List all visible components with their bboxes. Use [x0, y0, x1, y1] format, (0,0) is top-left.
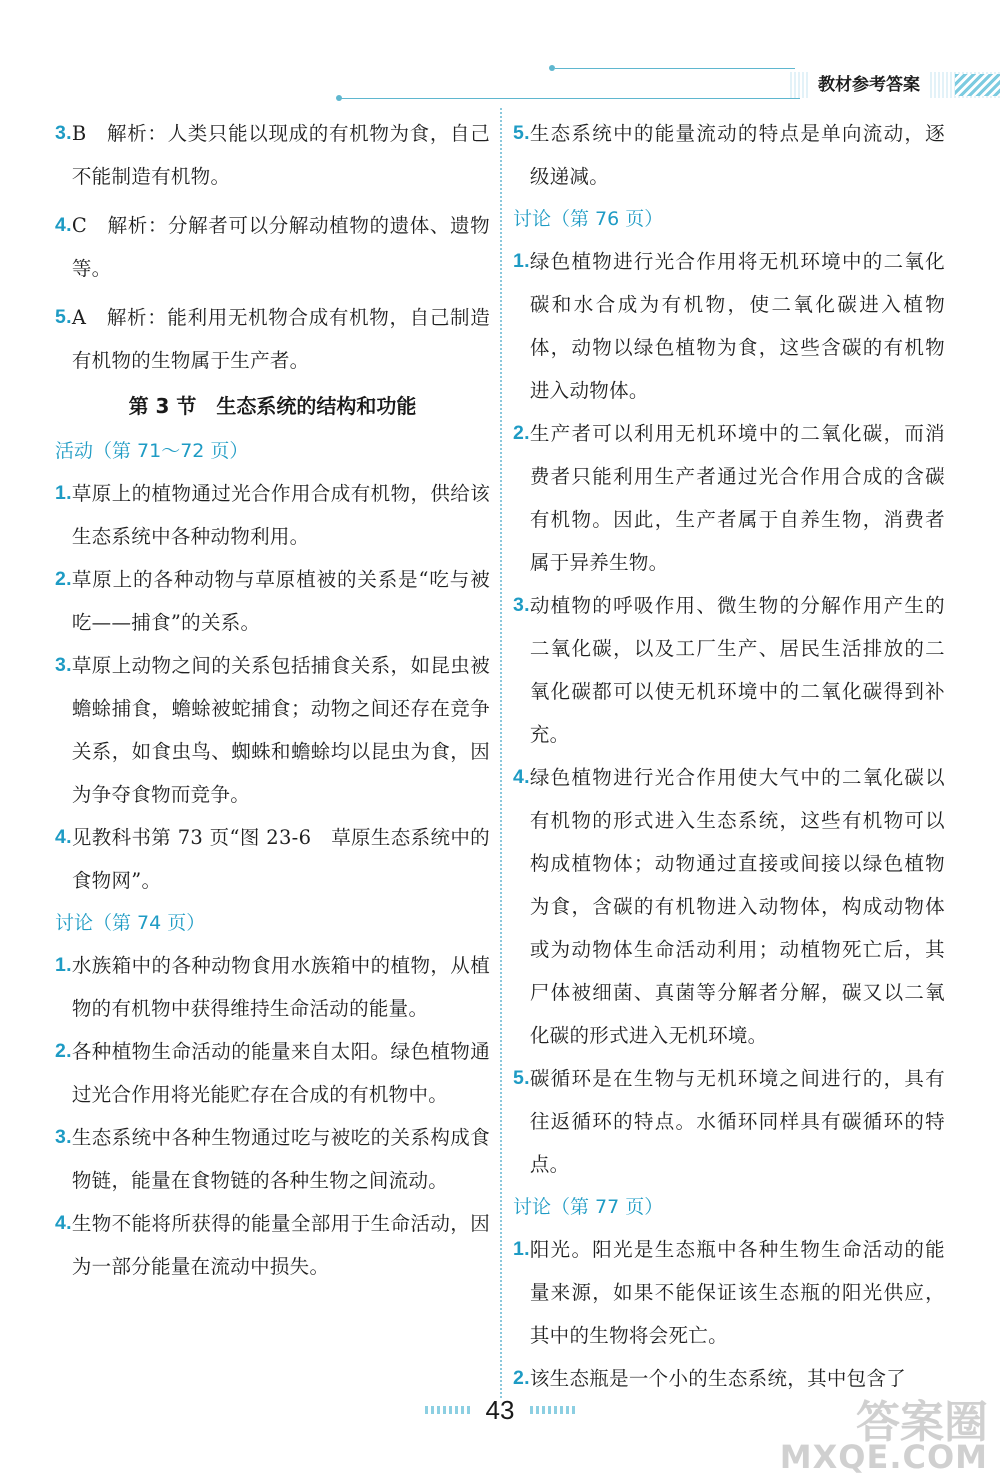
- answer-item: 3. 草原上动物之间的关系包括捕食关系，如昆虫被蟾蜍捕食，蟾蜍被蛇捕食；动物之间还存在竞争关系，如食虫鸟、蜘蛛和蟾蜍均以昆虫为食，因为争夺食物而竞争。: [55, 654, 490, 806]
- column-divider: [500, 108, 502, 1398]
- answer-item: 4. C 解析：分解者可以分解动植物的遗体、遗物等。: [55, 214, 490, 280]
- answer-item: 2. 生产者可以利用无机环境中的二氧化碳，而消费者只能利用生产者通过光合作用合成的含碳有机物。因此，生产者属于自养生物，消费者属于异养生物。: [513, 422, 945, 574]
- answer-item: 5. A 解析：能利用无机物合成有机物，自己制造有机物的生物属于生产者。: [55, 306, 490, 372]
- header-stripes: [955, 74, 1000, 96]
- discussion-heading: 讨论（第 76 页）: [513, 208, 664, 230]
- answer-item: 2. 各种植物生命活动的能量来自太阳。绿色植物通过光合作用将光能贮存在合成的有机物中。: [55, 1040, 490, 1106]
- header-rule-lower: [340, 98, 800, 99]
- page-number: 43: [485, 1395, 515, 1425]
- answer-item: 3. B 解析：人类只能以现成的有机物为食，自己不能制造有机物。: [55, 122, 490, 188]
- answer-item: 4. 绿色植物进行光合作用使大气中的二氧化碳以有机物的形式进入生态系统，这些有机物可以构成植物体；动物通过直接或间接以绿色植物为食，含碳的有机物进入动物体，构成动物体或为动物体生命活动利用；动植物死亡后，其尸体被细菌、真菌等分解者分解，碳又以二氧化碳的形式进入无机环境。: [513, 766, 945, 1047]
- footer-decoration: [530, 1406, 575, 1414]
- answer-item: 3. 生态系统中各种生物通过吃与被吃的关系构成食物链，能量在食物链的各种生物之间流动。: [55, 1126, 490, 1192]
- right-column: [513, 112, 945, 1400]
- header-dot: [549, 65, 555, 71]
- left-column: [55, 112, 490, 1288]
- answer-item: 3. 动植物的呼吸作用、微生物的分解作用产生的二氧化碳，以及工厂生产、居民生活排放的二氧化碳都可以使无机环境中的二氧化碳得到补充。: [513, 594, 945, 746]
- header-rule-upper: [555, 68, 795, 69]
- answer-item: 2. 草原上的各种动物与草原植被的关系是“吃与被吃——捕食”的关系。: [55, 568, 490, 634]
- answer-item: 1. 绿色植物进行光合作用将无机环境中的二氧化碳和水合成为有机物，使二氧化碳进入植物体，动物以绿色植物为食，这些含碳的有机物进入动物体。: [513, 250, 945, 402]
- discussion-heading: 讨论（第 74 页）: [55, 912, 206, 934]
- answer-item: 1. 草原上的植物通过光合作用合成有机物，供给该生态系统中各种动物利用。: [55, 482, 490, 548]
- watermark: [738, 1386, 988, 1476]
- answer-item: 2. 该生态瓶是一个小的生态系统，其中包含了: [513, 1367, 907, 1390]
- activity-heading: 活动（第 71～72 页）: [55, 440, 249, 462]
- header-dot: [336, 95, 342, 101]
- page-header: [0, 0, 1000, 110]
- answer-item: 1. 阳光。阳光是生态瓶中各种生物生命活动的能量来源，如果不能保证该生态瓶的阳光供应，其中的生物将会死亡。: [513, 1238, 945, 1347]
- answer-item: 4. 生物不能将所获得的能量全部用于生命活动，因为一部分能量在流动中损失。: [55, 1212, 490, 1278]
- answer-item: 1. 水族箱中的各种动物食用水族箱中的植物，从植物的有机物中获得维持生命活动的能量。: [55, 954, 490, 1020]
- footer-decoration: [425, 1406, 470, 1414]
- answer-item: 5. 生态系统中的能量流动的特点是单向流动，逐级递减。: [513, 122, 945, 188]
- answer-item: 4. 见教科书第 73 页“图 23-6 草原生态系统中的食物网”。: [55, 826, 490, 892]
- discussion-heading: 讨论（第 77 页）: [513, 1196, 664, 1218]
- watermark-url: MXQE.COM: [779, 1438, 988, 1476]
- header-label: 教材参考答案: [808, 72, 930, 98]
- watermark-main: 答案圈: [856, 1397, 988, 1448]
- section-heading: 第 3 节 生态系统的结构和功能: [128, 394, 417, 418]
- answer-item: 5. 碳循环是在生物与无机环境之间进行的，具有往返循环的特点。水循环同样具有碳循环的特点。: [513, 1067, 945, 1176]
